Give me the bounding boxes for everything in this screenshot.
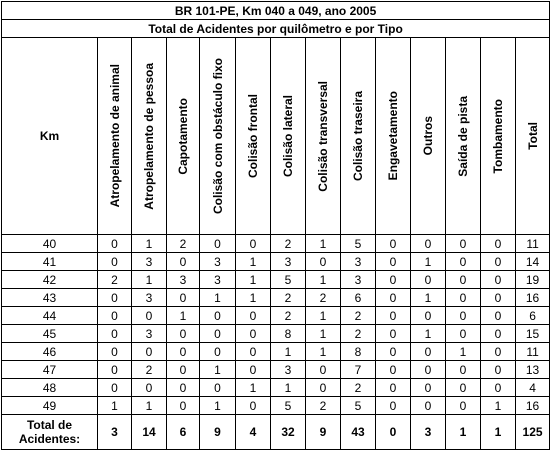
value-cell: 0 [306, 361, 341, 379]
table-row [2, 271, 550, 289]
value-cell: 0 [481, 307, 516, 325]
total-cell: 6 [167, 415, 200, 450]
value-cell: 0 [411, 397, 446, 415]
total-cell: 9 [200, 415, 236, 450]
value-cell: 0 [236, 235, 271, 253]
value-cell: 0 [376, 289, 411, 307]
value-cell: 1 [306, 343, 341, 361]
total-cell: 32 [271, 415, 306, 450]
value-cell: 1 [236, 253, 271, 271]
value-cell: 5 [341, 235, 376, 253]
value-cell: 2 [341, 325, 376, 343]
value-cell: 6 [516, 307, 550, 325]
column-header [306, 38, 341, 235]
value-cell: 0 [236, 325, 271, 343]
table-title: BR 101-PE, Km 040 a 049, ano 2005 [2, 2, 550, 20]
table-row [2, 379, 550, 397]
value-cell: 7 [341, 361, 376, 379]
value-cell: 8 [271, 325, 306, 343]
total-row [2, 415, 550, 450]
km-cell: 42 [2, 271, 98, 289]
value-cell: 0 [481, 253, 516, 271]
value-cell: 1 [481, 397, 516, 415]
total-cell: 0 [376, 415, 411, 450]
title-row [2, 2, 550, 20]
value-cell: 0 [306, 379, 341, 397]
table-row [2, 235, 550, 253]
value-cell: 2 [341, 379, 376, 397]
value-cell: 2 [271, 235, 306, 253]
value-cell: 0 [446, 307, 481, 325]
value-cell: 0 [167, 253, 200, 271]
value-cell: 0 [481, 379, 516, 397]
value-cell: 0 [411, 361, 446, 379]
total-cell: 4 [236, 415, 271, 450]
value-cell: 0 [200, 235, 236, 253]
value-cell: 19 [516, 271, 550, 289]
value-cell: 3 [200, 253, 236, 271]
value-cell: 0 [167, 361, 200, 379]
value-cell: 0 [376, 379, 411, 397]
value-cell: 0 [98, 361, 132, 379]
value-cell: 5 [271, 271, 306, 289]
value-cell: 0 [376, 397, 411, 415]
value-cell: 0 [376, 271, 411, 289]
table-row [2, 289, 550, 307]
value-cell: 3 [132, 325, 167, 343]
value-cell: 0 [98, 325, 132, 343]
value-cell: 0 [236, 361, 271, 379]
column-header-label: Colisão transversal [316, 80, 330, 192]
header-row [2, 38, 550, 235]
value-cell: 2 [306, 289, 341, 307]
value-cell: 0 [481, 271, 516, 289]
total-cell: 1 [481, 415, 516, 450]
column-header [167, 38, 200, 235]
value-cell: 0 [200, 325, 236, 343]
km-cell: 43 [2, 289, 98, 307]
value-cell: 5 [341, 397, 376, 415]
value-cell: 5 [271, 397, 306, 415]
value-cell: 0 [200, 379, 236, 397]
value-cell: 11 [516, 343, 550, 361]
value-cell: 0 [306, 253, 341, 271]
value-cell: 1 [306, 325, 341, 343]
value-cell: 0 [481, 289, 516, 307]
total-cell: 1 [446, 415, 481, 450]
value-cell: 3 [167, 271, 200, 289]
value-cell: 8 [341, 343, 376, 361]
column-header [376, 38, 411, 235]
value-cell: 1 [236, 271, 271, 289]
column-header [132, 38, 167, 235]
value-cell: 1 [271, 343, 306, 361]
value-cell: 0 [376, 307, 411, 325]
value-cell: 0 [376, 235, 411, 253]
value-cell: 1 [200, 397, 236, 415]
value-cell: 0 [446, 325, 481, 343]
value-cell: 1 [132, 271, 167, 289]
table-row [2, 307, 550, 325]
value-cell: 1 [200, 289, 236, 307]
value-cell: 4 [516, 379, 550, 397]
data-rows [2, 235, 550, 415]
value-cell: 0 [481, 343, 516, 361]
value-cell: 0 [376, 343, 411, 361]
total-cell: 43 [341, 415, 376, 450]
value-cell: 0 [167, 343, 200, 361]
value-cell: 14 [516, 253, 550, 271]
column-header-label: Colisão com obstáculo fixo [210, 57, 225, 215]
value-cell: 0 [411, 379, 446, 397]
table-row [2, 361, 550, 379]
value-cell: 0 [481, 361, 516, 379]
column-header [341, 38, 376, 235]
value-cell: 0 [446, 289, 481, 307]
total-cell: 14 [132, 415, 167, 450]
table-row [2, 325, 550, 343]
value-cell: 3 [271, 361, 306, 379]
value-cell: 13 [516, 361, 550, 379]
table-row [2, 343, 550, 361]
value-cell: 0 [236, 397, 271, 415]
column-header [516, 38, 550, 235]
table-row [2, 397, 550, 415]
km-cell: 45 [2, 325, 98, 343]
value-cell: 1 [446, 343, 481, 361]
km-cell: 48 [2, 379, 98, 397]
km-cell: 49 [2, 397, 98, 415]
value-cell: 1 [132, 397, 167, 415]
subtitle-row [2, 20, 550, 38]
value-cell: 16 [516, 289, 550, 307]
value-cell: 0 [411, 307, 446, 325]
km-cell: 40 [2, 235, 98, 253]
column-header [236, 38, 271, 235]
value-cell: 0 [167, 397, 200, 415]
value-cell: 2 [306, 397, 341, 415]
value-cell: 1 [306, 271, 341, 289]
value-cell: 0 [200, 307, 236, 325]
column-header [481, 38, 516, 235]
value-cell: 0 [167, 325, 200, 343]
value-cell: 0 [98, 289, 132, 307]
km-cell: 41 [2, 253, 98, 271]
column-header-label: Outros [421, 116, 435, 156]
total-label [2, 415, 98, 450]
value-cell: 0 [446, 253, 481, 271]
value-cell: 0 [132, 343, 167, 361]
column-header [411, 38, 446, 235]
value-cell: 0 [376, 325, 411, 343]
value-cell: 1 [236, 289, 271, 307]
value-cell: 0 [132, 379, 167, 397]
value-cell: 0 [481, 325, 516, 343]
total-cell: 3 [98, 415, 132, 450]
value-cell: 0 [411, 271, 446, 289]
value-cell: 0 [132, 307, 167, 325]
column-header [271, 38, 306, 235]
value-cell: 3 [200, 271, 236, 289]
km-header: Km [2, 38, 98, 235]
value-cell: 0 [98, 253, 132, 271]
value-cell: 16 [516, 397, 550, 415]
value-cell: 2 [167, 235, 200, 253]
value-cell: 1 [236, 379, 271, 397]
total-label-line1: Total de [26, 418, 73, 432]
value-cell: 0 [481, 235, 516, 253]
value-cell: 2 [98, 271, 132, 289]
value-cell: 1 [271, 379, 306, 397]
value-cell: 3 [341, 253, 376, 271]
value-cell: 2 [271, 289, 306, 307]
value-cell: 0 [411, 343, 446, 361]
value-cell: 0 [446, 397, 481, 415]
column-header [98, 38, 132, 235]
value-cell: 0 [200, 343, 236, 361]
total-cell: 9 [306, 415, 341, 450]
value-cell: 3 [132, 289, 167, 307]
column-header-label: Capotamento [176, 97, 190, 175]
value-cell: 0 [376, 253, 411, 271]
total-cell: 3 [411, 415, 446, 450]
value-cell: 0 [236, 307, 271, 325]
value-cell: 1 [411, 289, 446, 307]
value-cell: 1 [306, 235, 341, 253]
value-cell: 11 [516, 235, 550, 253]
value-cell: 0 [411, 235, 446, 253]
value-cell: 3 [132, 253, 167, 271]
km-cell: 46 [2, 343, 98, 361]
value-cell: 2 [271, 307, 306, 325]
value-cell: 0 [376, 361, 411, 379]
table-row [2, 253, 550, 271]
value-cell: 2 [341, 307, 376, 325]
value-cell: 1 [98, 397, 132, 415]
column-header-label: Colisão frontal [246, 93, 260, 178]
column-header-label: Atropelamento de pessoa [142, 62, 156, 210]
column-header-label: Total [525, 122, 540, 150]
table-subtitle: Total de Acidentes por quilômetro e por Tipo [2, 20, 550, 38]
column-header-label: Engavetamento [386, 91, 400, 181]
value-cell: 0 [167, 289, 200, 307]
value-cell: 1 [411, 325, 446, 343]
value-cell: 0 [98, 307, 132, 325]
column-header-label: Tombamento [491, 98, 505, 174]
column-header [200, 38, 236, 235]
total-label-line2: Acidentes: [18, 432, 81, 446]
column-header-label: Atropelamento de animal [107, 64, 122, 208]
km-cell: 47 [2, 361, 98, 379]
value-cell: 1 [411, 253, 446, 271]
column-header [446, 38, 481, 235]
column-header-label: Colisão lateral [281, 94, 295, 178]
value-cell: 0 [98, 379, 132, 397]
total-cell: 125 [516, 415, 550, 450]
value-cell: 1 [306, 307, 341, 325]
value-cell: 0 [236, 343, 271, 361]
value-cell: 0 [98, 343, 132, 361]
value-cell: 3 [341, 271, 376, 289]
km-cell: 44 [2, 307, 98, 325]
value-cell: 15 [516, 325, 550, 343]
value-cell: 0 [167, 379, 200, 397]
column-header-label: Saída de pista [456, 95, 470, 177]
column-header-label: Colisão traseira [351, 90, 365, 182]
value-cell: 0 [446, 379, 481, 397]
value-cell: 1 [200, 361, 236, 379]
value-cell: 1 [167, 307, 200, 325]
value-cell: 0 [98, 235, 132, 253]
value-cell: 3 [271, 253, 306, 271]
value-cell: 0 [446, 271, 481, 289]
value-cell: 2 [132, 361, 167, 379]
value-cell: 1 [132, 235, 167, 253]
accidents-table [1, 1, 550, 450]
value-cell: 6 [341, 289, 376, 307]
value-cell: 0 [446, 235, 481, 253]
value-cell: 0 [446, 361, 481, 379]
